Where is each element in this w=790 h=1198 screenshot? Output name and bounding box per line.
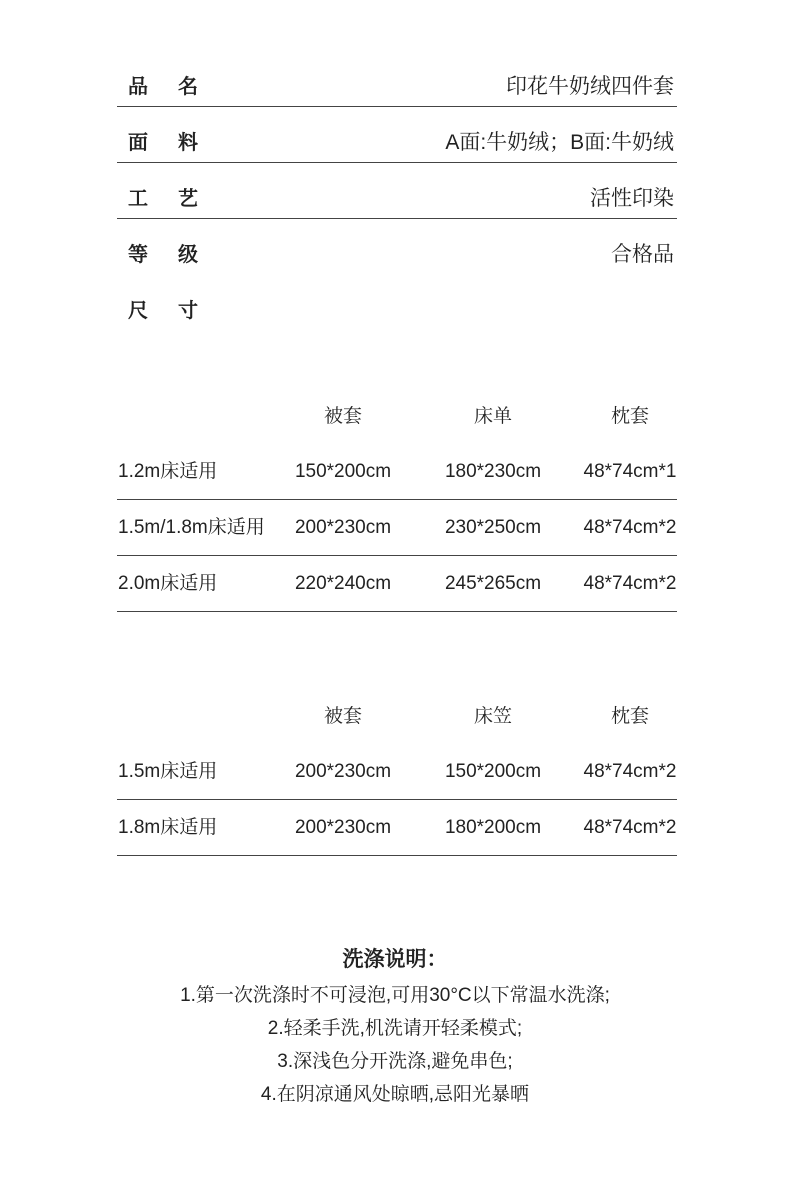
table-row xyxy=(117,556,677,612)
table-cell: 150*200cm xyxy=(294,461,392,482)
table-cell: 48*74cm*2 xyxy=(583,817,677,838)
spec-label: 尺寸 xyxy=(128,300,228,322)
table-header-row xyxy=(117,690,677,744)
spec-label: 等级 xyxy=(128,244,228,266)
spec-label: 工艺 xyxy=(128,188,228,210)
table-cell-bed-size: 1.5m床适用 xyxy=(118,761,218,782)
table-header-row xyxy=(117,390,677,444)
table-cell: 230*250cm xyxy=(444,517,542,538)
table-cell: 180*230cm xyxy=(444,461,542,482)
table-row xyxy=(117,500,677,556)
spec-value: 印花牛奶绒四件套 xyxy=(506,75,674,98)
table-row xyxy=(117,444,677,500)
table-cell: 200*230cm xyxy=(294,517,392,538)
table-header-cell: 床单 xyxy=(473,406,512,427)
wash-item: 3.深浅色分开洗涤,避免串色; xyxy=(277,1051,513,1072)
spec-value: 合格品 xyxy=(611,243,674,266)
table-header-cell-empty xyxy=(117,690,275,744)
spec-value: 活性印染 xyxy=(590,187,674,210)
table-cell-bed-size: 2.0m床适用 xyxy=(118,573,218,594)
wash-item: 2.轻柔手洗,机洗请开轻柔模式; xyxy=(267,1018,523,1039)
table-cell: 48*74cm*1 xyxy=(583,461,677,482)
table-cell-bed-size: 1.5m/1.8m床适用 xyxy=(118,517,265,538)
table-row xyxy=(117,800,677,856)
size-table-sheet xyxy=(117,390,677,612)
wash-item: 1.第一次洗涤时不可浸泡,可用30°C以下常温水洗涤; xyxy=(180,985,610,1006)
spec-label: 面料 xyxy=(128,132,228,154)
wash-item-list xyxy=(0,979,790,1111)
table-cell-bed-size: 1.2m床适用 xyxy=(118,461,218,482)
table-cell: 180*200cm xyxy=(444,817,542,838)
table-cell: 150*200cm xyxy=(444,761,542,782)
table-cell: 48*74cm*2 xyxy=(583,517,677,538)
wash-item: 4.在阴凉通风处晾晒,忌阳光暴晒 xyxy=(260,1084,530,1105)
table-cell: 245*265cm xyxy=(444,573,542,594)
size-table-fitted xyxy=(117,690,677,856)
wash-title: 洗涤说明： xyxy=(342,948,448,971)
table-header-cell: 被套 xyxy=(323,406,362,427)
wash-instructions xyxy=(0,945,790,1111)
table-row xyxy=(117,744,677,800)
spec-row-grade xyxy=(117,235,677,275)
spec-value: A面:牛奶绒；B面:牛奶绒 xyxy=(445,131,674,154)
table-cell: 200*230cm xyxy=(294,817,392,838)
table-cell: 220*240cm xyxy=(294,573,392,594)
table-cell: 48*74cm*2 xyxy=(583,761,677,782)
table-header-cell: 床笠 xyxy=(473,706,512,727)
table-header-cell: 枕套 xyxy=(610,706,649,727)
table-cell: 48*74cm*2 xyxy=(583,573,677,594)
table-cell: 200*230cm xyxy=(294,761,392,782)
table-header-cell: 枕套 xyxy=(610,406,649,427)
table-header-cell-empty xyxy=(117,390,275,444)
table-cell-bed-size: 1.8m床适用 xyxy=(118,817,218,838)
table-header-cell: 被套 xyxy=(323,706,362,727)
spec-row-material xyxy=(117,123,677,163)
spec-row-name xyxy=(117,67,677,107)
spec-row-craft xyxy=(117,179,677,219)
spec-label: 品名 xyxy=(128,76,228,98)
spec-list xyxy=(117,67,677,347)
spec-row-size xyxy=(117,291,677,331)
